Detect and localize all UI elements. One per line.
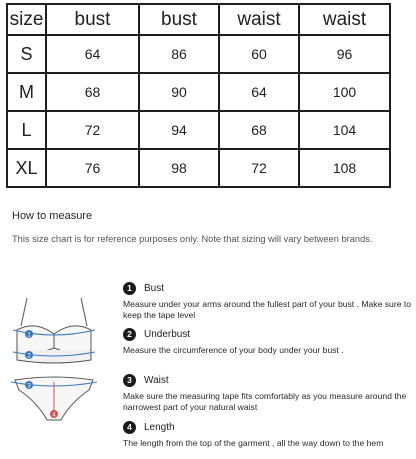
header-cell: bust [139,4,219,35]
step-description: Measure the circumference of your body under your bust . [123,345,344,355]
size-chart-table [6,3,391,188]
table-cell: 68 [46,73,139,111]
measurement-illustration [7,290,101,426]
table-cell: 108 [299,149,390,187]
step-header [123,420,413,434]
step-label: Waist [144,374,169,386]
table-row [7,73,390,111]
how-to-measure-title: How to measure [12,210,93,222]
step-header [123,281,413,295]
step-number-badge: 3 [123,374,136,387]
table-cell: 68 [219,111,299,149]
table-cell: 64 [46,35,139,73]
marker-number: 2 [27,353,31,360]
table-row [7,35,390,73]
step-description: Measure under your arms around the fullest part of your bust . Make sure to keep the tape level [123,299,412,320]
header-cell: bust [46,4,139,35]
reference-note: This size chart is for reference purposes only. Note that sizing will vary between brands. [12,234,373,244]
step-label: Underbust [144,328,191,340]
table-header-row [7,4,390,35]
table-row [7,111,390,149]
size-cell: S [7,35,46,73]
table-cell: 94 [139,111,219,149]
step-waist [123,373,413,412]
marker-number: 3 [27,383,31,390]
header-cell: waist [219,4,299,35]
table-cell: 100 [299,73,390,111]
step-bust [123,281,413,320]
table-cell: 104 [299,111,390,149]
step-description: The length from the top of the garment , all the way down to the hem [123,438,384,448]
step-header [123,327,413,341]
table-cell: 72 [219,149,299,187]
marker-number: 1 [27,332,31,339]
marker-number: 4 [52,412,56,419]
step-label: Bust [144,282,165,294]
table-cell: 64 [219,73,299,111]
size-cell: XL [7,149,46,187]
size-cell: L [7,111,46,149]
step-underbust [123,327,413,356]
step-label: Length [144,421,175,433]
table-cell: 96 [299,35,390,73]
step-number-badge: 1 [123,282,136,295]
table-cell: 72 [46,111,139,149]
header-cell: size [7,4,46,35]
step-description: Make sure the measuring tape fits comfortably as you measure around the narrowest part of your natural waist [123,391,407,412]
step-number-badge: 2 [123,328,136,341]
step-number-badge: 4 [123,421,136,434]
table-cell: 98 [139,149,219,187]
size-cell: M [7,73,46,111]
table-cell: 60 [219,35,299,73]
table-cell: 90 [139,73,219,111]
step-header [123,373,413,387]
table-cell: 86 [139,35,219,73]
table-cell: 76 [46,149,139,187]
table-row [7,149,390,187]
header-cell: waist [299,4,390,35]
step-length [123,420,413,449]
